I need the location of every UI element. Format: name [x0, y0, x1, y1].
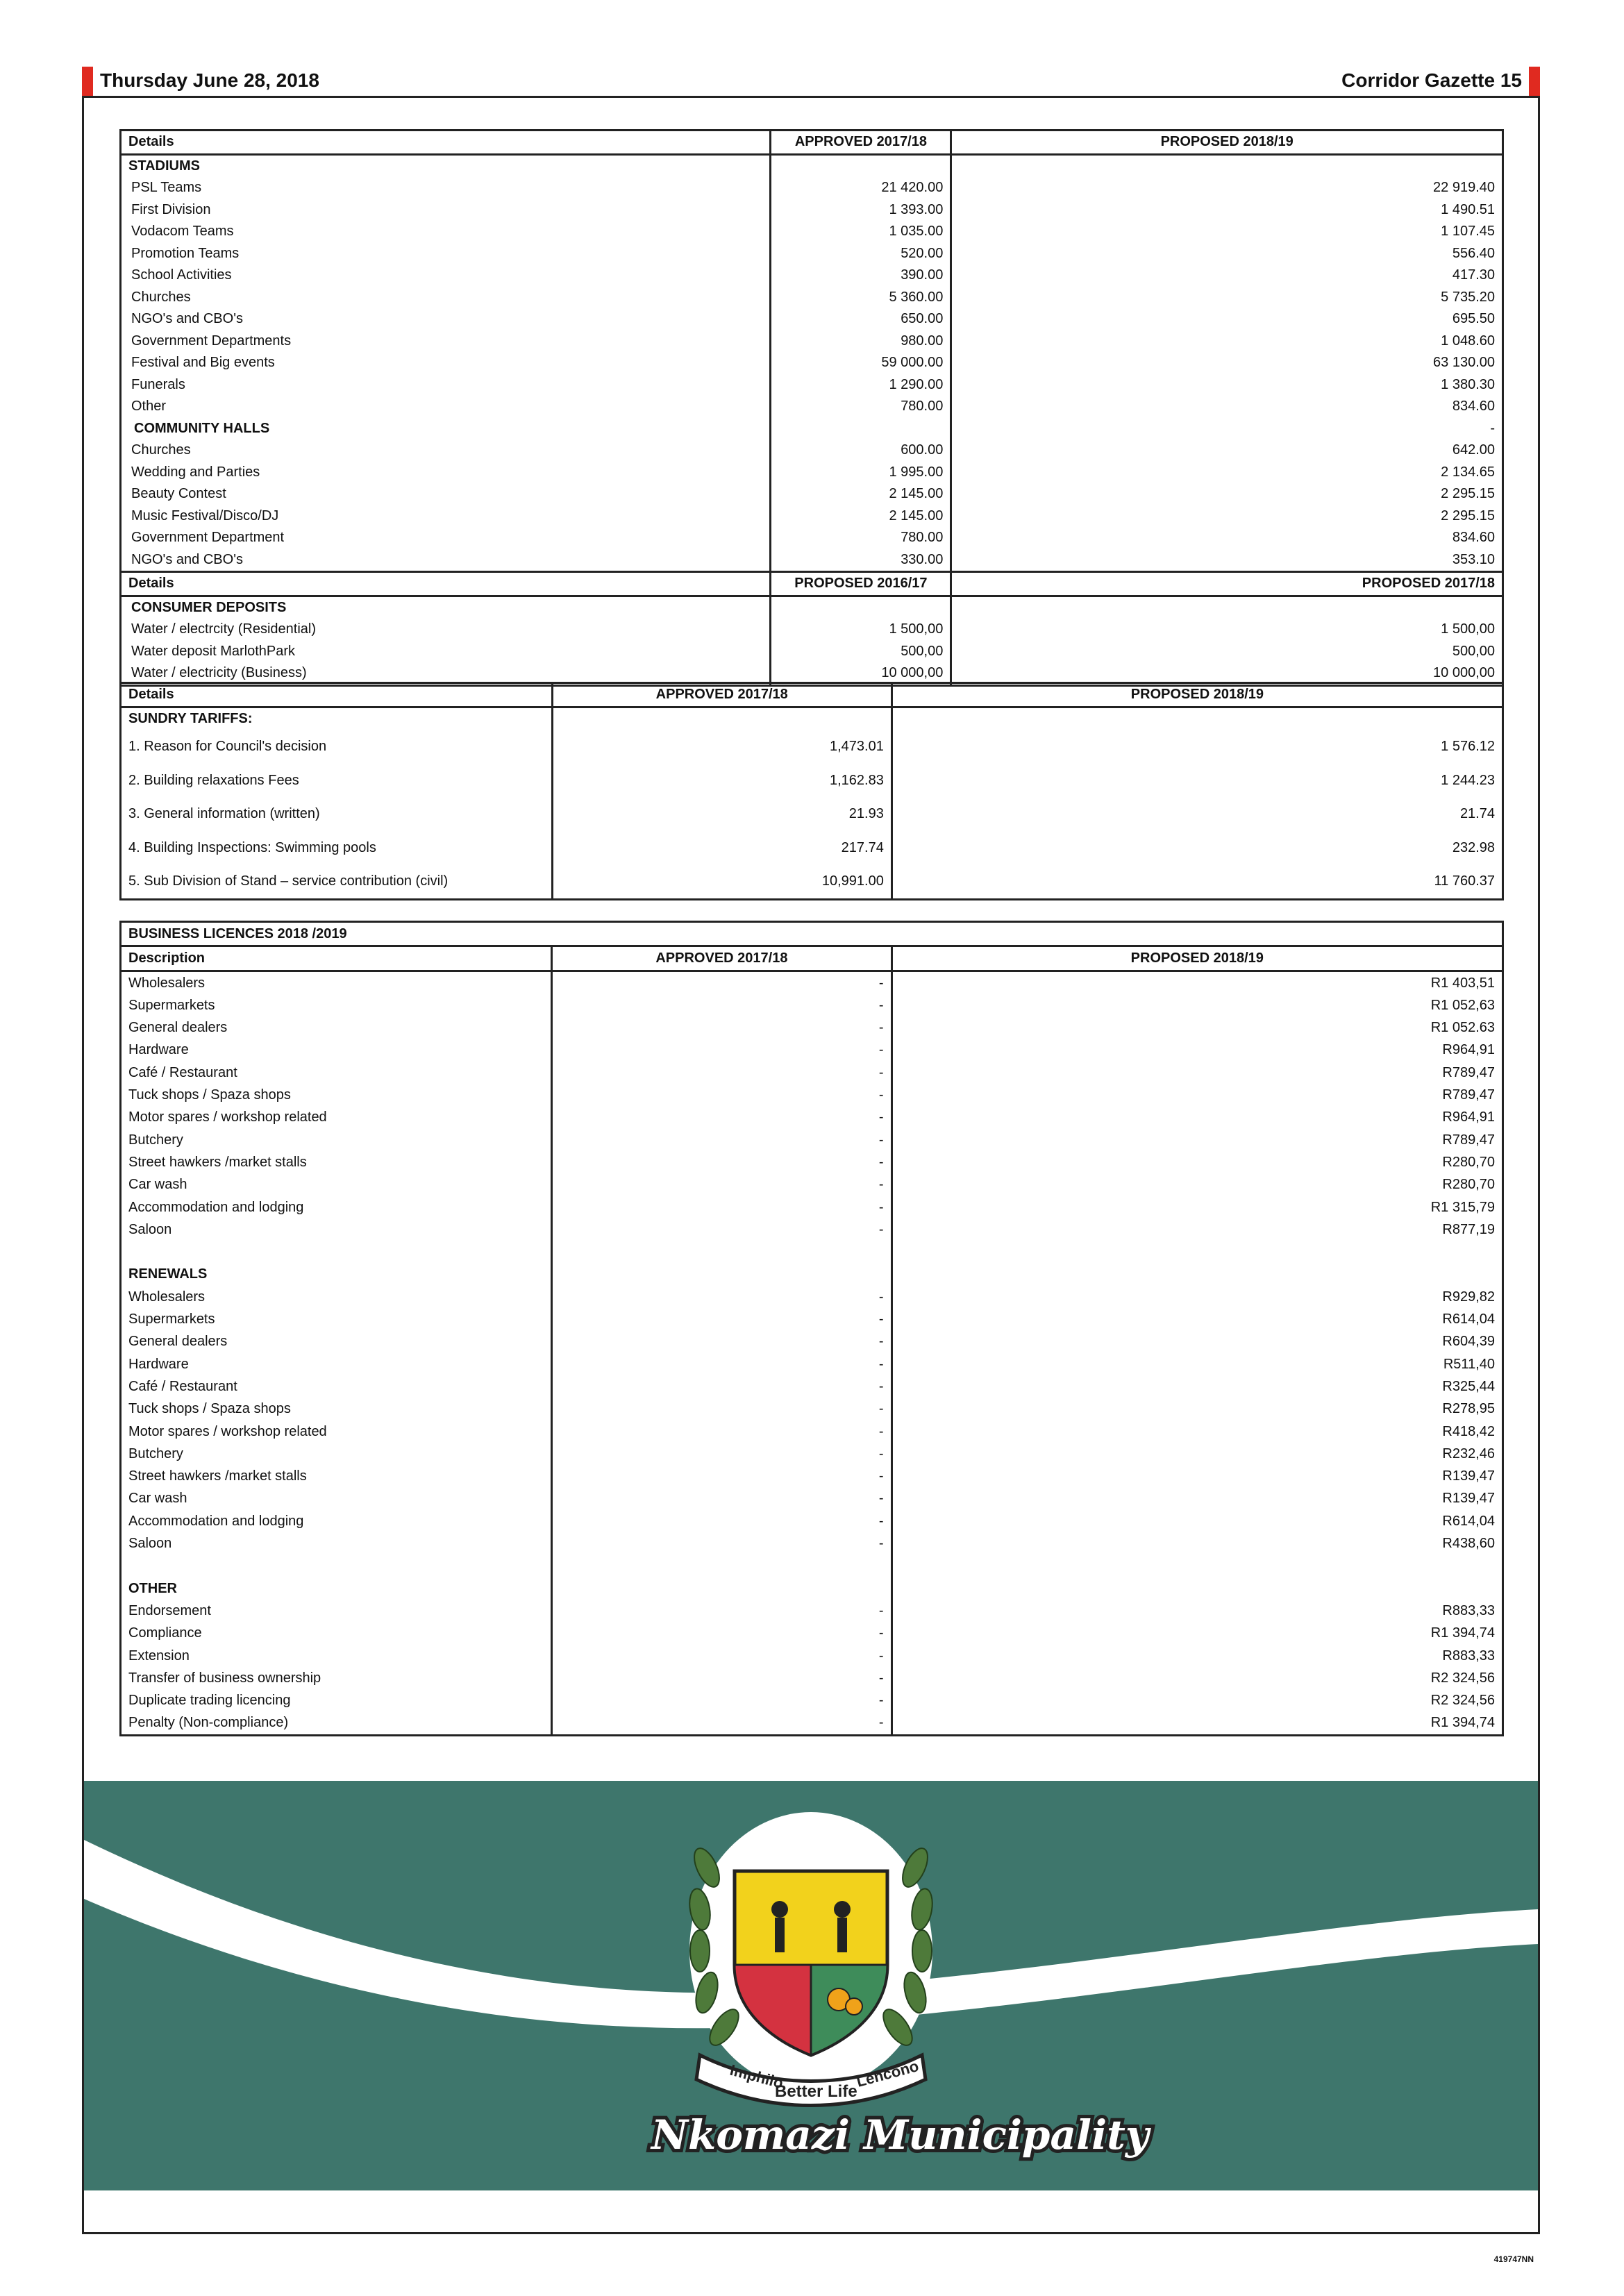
- approved-value: -: [552, 1622, 891, 1644]
- section-title: OTHER: [121, 1577, 552, 1600]
- approved-value: -: [552, 1421, 891, 1443]
- col-approved: APPROVED 2017/18: [771, 131, 951, 155]
- approved-value: -: [552, 1600, 891, 1622]
- row-label: Compliance: [121, 1622, 552, 1644]
- row-label: Penalty (Non-compliance): [121, 1711, 552, 1735]
- proposed-value: 1 048.60: [951, 330, 1503, 353]
- banner-graphic: [84, 1781, 1538, 2190]
- proposed-value: 5 735.20: [951, 287, 1503, 309]
- table-row: [121, 199, 1503, 221]
- approved-value: -: [552, 1084, 891, 1106]
- section-row: [121, 1263, 1503, 1285]
- row-label: Other: [121, 396, 771, 418]
- proposed-value: 11 760.37: [891, 864, 1502, 899]
- approved-value: -: [552, 1129, 891, 1151]
- value-2016: 500,00: [771, 641, 951, 663]
- table-row: [121, 549, 1503, 572]
- approved-value: -: [552, 1510, 891, 1532]
- col-proposed: PROPOSED 2018/19: [891, 946, 1502, 971]
- approved-value: -: [552, 1667, 891, 1689]
- section-title: SUNDRY TARIFFS:: [121, 707, 553, 730]
- proposed-value: 63 130.00: [951, 352, 1503, 374]
- proposed-value: R438,60: [891, 1532, 1502, 1555]
- approved-value: 1 995.00: [771, 462, 951, 484]
- row-label: Car wash: [121, 1173, 552, 1196]
- proposed-value: R280,70: [891, 1151, 1502, 1173]
- proposed-value: R883,33: [891, 1645, 1502, 1667]
- empty-cell: [951, 596, 1503, 619]
- row-label: Water / electrcity (Residential): [121, 619, 771, 641]
- table-row: [121, 831, 1503, 865]
- row-label: 3. General information (written): [121, 797, 553, 831]
- approved-value: -: [552, 1173, 891, 1196]
- row-label: Motor spares / workshop related: [121, 1421, 552, 1443]
- row-label: Supermarkets: [121, 1308, 552, 1330]
- row-label: Water / electricity (Business): [121, 662, 771, 685]
- table-row: [121, 396, 1503, 418]
- proposed-value: 417.30: [951, 265, 1503, 287]
- approved-value: -: [552, 1465, 891, 1487]
- proposed-value: R789,47: [891, 1129, 1502, 1151]
- approved-value: -: [552, 1196, 891, 1218]
- row-label: Government Department: [121, 527, 771, 549]
- row-label: Beauty Contest: [121, 483, 771, 505]
- row-label: First Division: [121, 199, 771, 221]
- approved-value: 780.00: [771, 527, 951, 549]
- proposed-value: 21.74: [891, 797, 1502, 831]
- table-row: [121, 1421, 1503, 1443]
- row-label: School Activities: [121, 265, 771, 287]
- col-approved: APPROVED 2017/18: [552, 683, 891, 707]
- row-label: Tuck shops / Spaza shops: [121, 1398, 552, 1420]
- approved-value: 2 145.00: [771, 483, 951, 505]
- approved-value: 1,473.01: [552, 730, 891, 764]
- motto-left: Imphilo: [728, 2061, 785, 2093]
- row-label: Wholesalers: [121, 971, 552, 994]
- proposed-value: R1 394,74: [891, 1622, 1502, 1644]
- value-2017: 1 500,00: [951, 619, 1503, 641]
- proposed-value: R325,44: [891, 1375, 1502, 1398]
- approved-value: 520.00: [771, 243, 951, 265]
- section-row: [121, 418, 1503, 440]
- proposed-value: R1 052.63: [891, 1016, 1502, 1039]
- col-proposed: PROPOSED 2018/19: [891, 683, 1502, 707]
- table-row: [121, 243, 1503, 265]
- table-row: [121, 1510, 1503, 1532]
- approved-value: -: [552, 1487, 891, 1509]
- section-title: STADIUMS: [121, 154, 771, 177]
- row-label: PSL Teams: [121, 177, 771, 199]
- row-label: Festival and Big events: [121, 352, 771, 374]
- approved-value: -: [552, 1039, 891, 1061]
- table-row: [121, 483, 1503, 505]
- row-label: Vodacom Teams: [121, 221, 771, 243]
- empty-cell: [121, 1241, 552, 1263]
- approved-value: -: [552, 1398, 891, 1420]
- proposed-value: 353.10: [951, 549, 1503, 572]
- row-label: Hardware: [121, 1039, 552, 1061]
- row-label: Accommodation and lodging: [121, 1510, 552, 1532]
- approved-value: -: [552, 1286, 891, 1308]
- approved-value: 21 420.00: [771, 177, 951, 199]
- table-row: [121, 1218, 1503, 1241]
- header-accent-right: [1529, 67, 1540, 96]
- proposed-value: 1 107.45: [951, 221, 1503, 243]
- row-label: Duplicate trading licencing: [121, 1689, 552, 1711]
- row-label: General dealers: [121, 1330, 552, 1352]
- table-row: [121, 1667, 1503, 1689]
- approved-value: 21.93: [552, 797, 891, 831]
- row-label: Transfer of business ownership: [121, 1667, 552, 1689]
- approved-value: 1,162.83: [552, 764, 891, 798]
- col-approved: APPROVED 2017/18: [552, 946, 891, 971]
- row-label: Butchery: [121, 1129, 552, 1151]
- empty-cell: [771, 154, 951, 177]
- stadiums-table: [119, 129, 1504, 687]
- table-row: [121, 462, 1503, 484]
- row-label: Saloon: [121, 1218, 552, 1241]
- approved-value: -: [552, 971, 891, 994]
- table-row: [121, 1465, 1503, 1487]
- proposed-value: R789,47: [891, 1062, 1502, 1084]
- proposed-value: 1 244.23: [891, 764, 1502, 798]
- proposed-value: 1 490.51: [951, 199, 1503, 221]
- proposed-value: R877,19: [891, 1218, 1502, 1241]
- table-row: [121, 1353, 1503, 1375]
- approved-value: -: [552, 1532, 891, 1555]
- row-label: Accommodation and lodging: [121, 1196, 552, 1218]
- empty-cell: [552, 1263, 891, 1285]
- row-label: 4. Building Inspections: Swimming pools: [121, 831, 553, 865]
- row-label: Café / Restaurant: [121, 1062, 552, 1084]
- header-paper: Corridor Gazette 15: [1341, 69, 1522, 91]
- row-label: Car wash: [121, 1487, 552, 1509]
- header-accent-left: [82, 67, 93, 96]
- proposed-value: R2 324,56: [891, 1667, 1502, 1689]
- proposed-value: R604,39: [891, 1330, 1502, 1352]
- proposed-value: R278,95: [891, 1398, 1502, 1420]
- table-row: [121, 1375, 1503, 1398]
- proposed-value: R139,47: [891, 1487, 1502, 1509]
- table-row: [121, 1084, 1503, 1106]
- spacer-row: [121, 1555, 1503, 1577]
- proposed-value: R280,70: [891, 1173, 1502, 1196]
- proposed-value: R1 394,74: [891, 1711, 1502, 1735]
- header-date: Thursday June 28, 2018: [100, 69, 319, 91]
- col-details: Details: [121, 572, 771, 596]
- approved-value: -: [552, 1151, 891, 1173]
- approved-value: -: [552, 1375, 891, 1398]
- proposed-value: 642.00: [951, 439, 1503, 462]
- table-row: [121, 764, 1503, 798]
- section-title: CONSUMER DEPOSITS: [121, 596, 771, 619]
- table-row: [121, 1308, 1503, 1330]
- municipality-banner: [84, 1781, 1538, 2190]
- row-label: Motor spares / workshop related: [121, 1106, 552, 1128]
- row-label: NGO's and CBO's: [121, 549, 771, 572]
- approved-value: 600.00: [771, 439, 951, 462]
- table-row: [121, 1039, 1503, 1061]
- table-row: [121, 994, 1503, 1016]
- table-row: [121, 641, 1503, 663]
- empty-cell: [552, 1577, 891, 1600]
- approved-value: -: [552, 994, 891, 1016]
- table-row: [121, 1600, 1503, 1622]
- section-title: RENEWALS: [121, 1263, 552, 1285]
- approved-value: -: [552, 1308, 891, 1330]
- proposed-value: R964,91: [891, 1106, 1502, 1128]
- row-label: Wholesalers: [121, 1286, 552, 1308]
- table-row: [121, 1106, 1503, 1128]
- row-label: Government Departments: [121, 330, 771, 353]
- proposed-value: R1 315,79: [891, 1196, 1502, 1218]
- row-label: 5. Sub Division of Stand – service contribution (civil): [121, 864, 553, 899]
- table-row: [121, 1286, 1503, 1308]
- approved-value: 2 145.00: [771, 505, 951, 528]
- table-row: [121, 221, 1503, 243]
- table-row: [121, 1622, 1503, 1644]
- dash-value: -: [951, 418, 1503, 440]
- value-2016: 10 000,00: [771, 662, 951, 685]
- col-description: Description: [121, 946, 552, 971]
- table-row: [121, 1487, 1503, 1509]
- table-row: [121, 1645, 1503, 1667]
- empty-cell: [552, 1241, 891, 1263]
- col-proposed-2016: PROPOSED 2016/17: [771, 572, 951, 596]
- proposed-value: R1 403,51: [891, 971, 1502, 994]
- table-row: [121, 265, 1503, 287]
- approved-value: -: [552, 1645, 891, 1667]
- proposed-value: R418,42: [891, 1421, 1502, 1443]
- row-label: Churches: [121, 287, 771, 309]
- row-label: General dealers: [121, 1016, 552, 1039]
- approved-value: 330.00: [771, 549, 951, 572]
- proposed-value: 22 919.40: [951, 177, 1503, 199]
- proposed-value: R614,04: [891, 1308, 1502, 1330]
- section-row: [121, 596, 1503, 619]
- proposed-value: R789,47: [891, 1084, 1502, 1106]
- table-row: [121, 308, 1503, 330]
- row-label: Music Festival/Disco/DJ: [121, 505, 771, 528]
- table-row: [121, 619, 1503, 641]
- empty-cell: [771, 596, 951, 619]
- section-title: COMMUNITY HALLS: [121, 418, 771, 440]
- page-header: [82, 67, 1540, 96]
- empty-cell: [891, 1241, 1502, 1263]
- proposed-value: 834.60: [951, 527, 1503, 549]
- table-row: [121, 1151, 1503, 1173]
- proposed-value: R139,47: [891, 1465, 1502, 1487]
- proposed-value: 232.98: [891, 831, 1502, 865]
- row-label: 2. Building relaxations Fees: [121, 764, 553, 798]
- row-label: Wedding and Parties: [121, 462, 771, 484]
- table-row: [121, 1196, 1503, 1218]
- proposed-value: R614,04: [891, 1510, 1502, 1532]
- proposed-value: R929,82: [891, 1286, 1502, 1308]
- motto-right: Lencono: [854, 2056, 921, 2090]
- row-label: Funerals: [121, 374, 771, 396]
- table-row: [121, 1532, 1503, 1555]
- proposed-value: 834.60: [951, 396, 1503, 418]
- approved-value: 780.00: [771, 396, 951, 418]
- empty-cell: [891, 1263, 1502, 1285]
- row-label: Supermarkets: [121, 994, 552, 1016]
- licences-table: [119, 921, 1504, 1736]
- approved-value: 650.00: [771, 308, 951, 330]
- empty-cell: [891, 1555, 1502, 1577]
- approved-value: 217.74: [552, 831, 891, 865]
- col-proposed-2017: PROPOSED 2017/18: [951, 572, 1503, 596]
- approved-value: 10,991.00: [552, 864, 891, 899]
- row-label: Saloon: [121, 1532, 552, 1555]
- row-label: Extension: [121, 1645, 552, 1667]
- row-label: Street hawkers /market stalls: [121, 1465, 552, 1487]
- value-2017: 500,00: [951, 641, 1503, 663]
- row-label: Tuck shops / Spaza shops: [121, 1084, 552, 1106]
- header-row: [121, 572, 1503, 596]
- table-row: [121, 1711, 1503, 1735]
- approved-value: -: [552, 1711, 891, 1735]
- row-label: Street hawkers /market stalls: [121, 1151, 552, 1173]
- value-2017: 10 000,00: [951, 662, 1503, 685]
- table-row: [121, 1443, 1503, 1465]
- approved-value: -: [552, 1443, 891, 1465]
- approved-value: 980.00: [771, 330, 951, 353]
- proposed-value: 2 134.65: [951, 462, 1503, 484]
- proposed-value: 1 576.12: [891, 730, 1502, 764]
- municipality-name: Nkomazi Municipality: [651, 2111, 1149, 2159]
- table-row: [121, 1398, 1503, 1420]
- table-row: [121, 177, 1503, 199]
- approved-value: -: [552, 1353, 891, 1375]
- table-row: [121, 439, 1503, 462]
- proposed-value: R883,33: [891, 1600, 1502, 1622]
- col-details: Details: [121, 131, 771, 155]
- sundry-table: [119, 682, 1504, 900]
- row-label: 1. Reason for Council's decision: [121, 730, 553, 764]
- motto-mid: Better Life: [775, 2082, 857, 2101]
- approved-value: 5 360.00: [771, 287, 951, 309]
- licences-title: BUSINESS LICENCES 2018 /2019: [121, 922, 1503, 946]
- table-row: [121, 1689, 1503, 1711]
- proposed-value: 2 295.15: [951, 505, 1503, 528]
- approved-value: -: [552, 1218, 891, 1241]
- empty-cell: [951, 154, 1503, 177]
- row-label: Café / Restaurant: [121, 1375, 552, 1398]
- proposed-value: 2 295.15: [951, 483, 1503, 505]
- approved-value: 1 393.00: [771, 199, 951, 221]
- table-row: [121, 730, 1503, 764]
- approved-value: -: [552, 1689, 891, 1711]
- row-label: Promotion Teams: [121, 243, 771, 265]
- row-label: Butchery: [121, 1443, 552, 1465]
- spacer-row: [121, 1241, 1503, 1263]
- approved-value: 1 035.00: [771, 221, 951, 243]
- value-2016: 1 500,00: [771, 619, 951, 641]
- row-label: Endorsement: [121, 1600, 552, 1622]
- table-row: [121, 374, 1503, 396]
- approved-value: 390.00: [771, 265, 951, 287]
- approved-value: -: [552, 1016, 891, 1039]
- table-row: [121, 1016, 1503, 1039]
- table-row: [121, 971, 1503, 994]
- proposed-value: 695.50: [951, 308, 1503, 330]
- table-row: [121, 1330, 1503, 1352]
- section-row: [121, 154, 1503, 177]
- table-row: [121, 797, 1503, 831]
- proposed-value: R964,91: [891, 1039, 1502, 1061]
- table-row: [121, 1062, 1503, 1084]
- row-label: Hardware: [121, 1353, 552, 1375]
- table-row: [121, 527, 1503, 549]
- table-row: [121, 287, 1503, 309]
- table-row: [121, 1173, 1503, 1196]
- table-row: [121, 505, 1503, 528]
- col-details: Details: [121, 683, 553, 707]
- empty-cell: [891, 1577, 1502, 1600]
- approved-value: 59 000.00: [771, 352, 951, 374]
- row-label: Churches: [121, 439, 771, 462]
- proposed-value: R232,46: [891, 1443, 1502, 1465]
- table-row: [121, 1129, 1503, 1151]
- col-proposed: PROPOSED 2018/19: [951, 131, 1503, 155]
- section-row: [121, 1577, 1503, 1600]
- proposed-value: 556.40: [951, 243, 1503, 265]
- proposed-value: R1 052,63: [891, 994, 1502, 1016]
- empty-cell: [552, 1555, 891, 1577]
- proposed-value: R511,40: [891, 1353, 1502, 1375]
- table-row: [121, 352, 1503, 374]
- row-label: NGO's and CBO's: [121, 308, 771, 330]
- empty-cell: [771, 418, 951, 440]
- approved-value: 1 290.00: [771, 374, 951, 396]
- ad-reference: 419747NN: [1493, 2254, 1534, 2264]
- approved-value: -: [552, 1106, 891, 1128]
- proposed-value: 1 380.30: [951, 374, 1503, 396]
- table-row: [121, 864, 1503, 899]
- row-label: Water deposit MarlothPark: [121, 641, 771, 663]
- table-row: [121, 330, 1503, 353]
- empty-cell: [121, 1555, 552, 1577]
- approved-value: -: [552, 1062, 891, 1084]
- approved-value: -: [552, 1330, 891, 1352]
- proposed-value: R2 324,56: [891, 1689, 1502, 1711]
